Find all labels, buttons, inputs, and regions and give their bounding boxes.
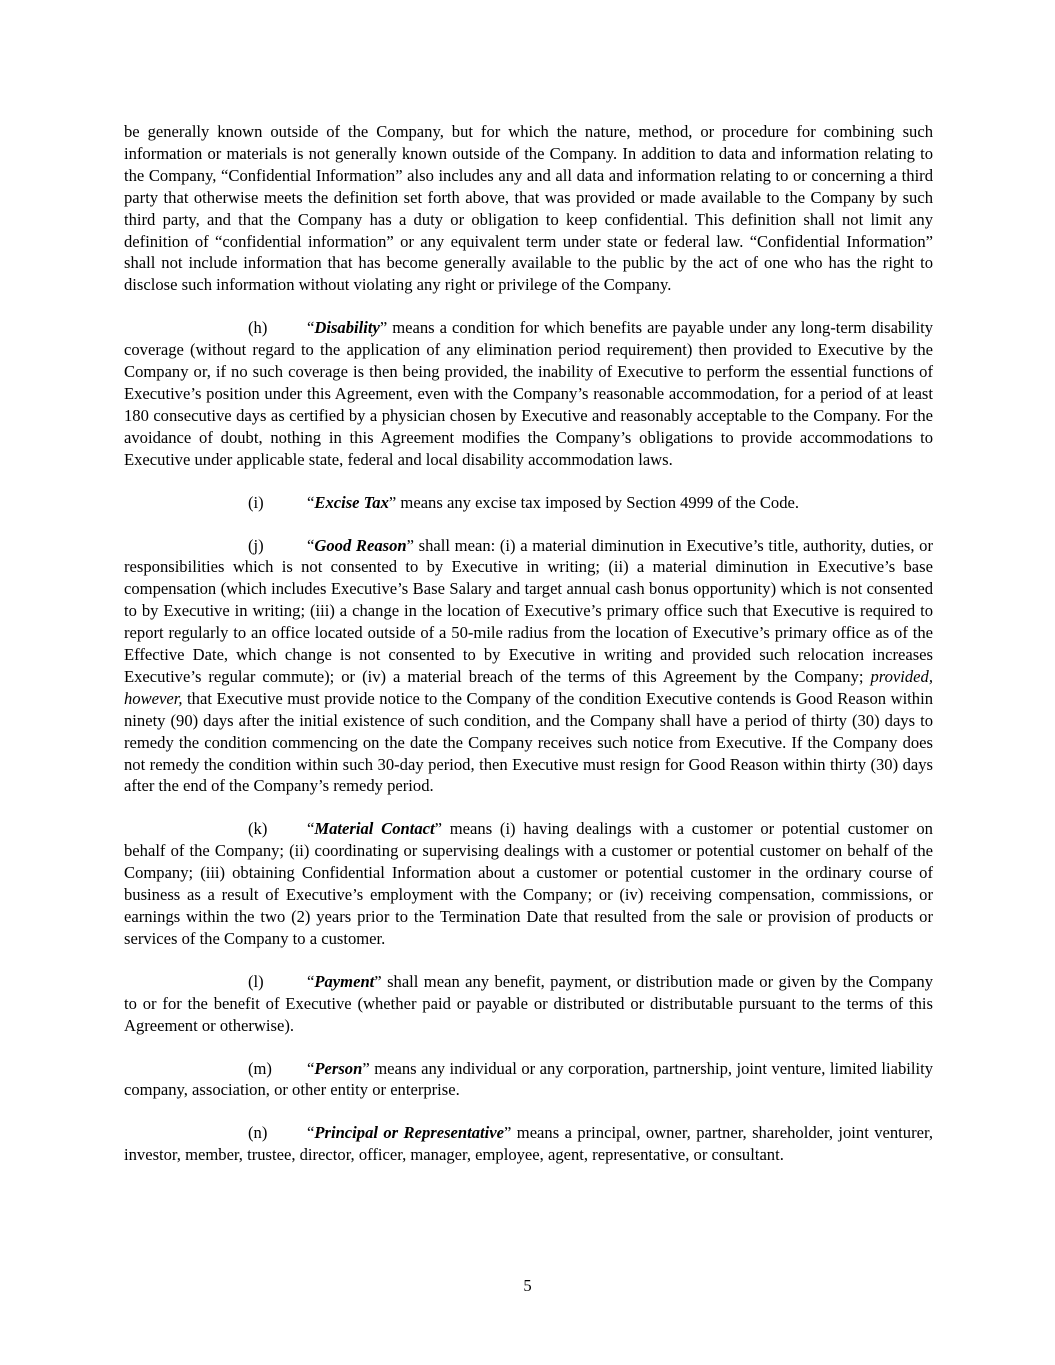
text-run: that Executive must provide notice to the Company of the condition Executive contends is Good Reason within ninety (90) days after the initial existence of such condition, and the Company shall have a period of thirty (30) days to remedy the condition commencing on the date the Company receives such notice from Executive. If the Company does not remedy the condition within such 30-day period, then Executive must resign for Good Reason within thirty (30) days after the end of the Company’s remedy period. (124, 688, 933, 796)
paragraph-label: (l) (248, 971, 264, 991)
defined-term: Principal or Representative (314, 1123, 505, 1143)
defined-term: Payment (314, 971, 375, 991)
text-run: “ (307, 971, 315, 991)
paragraph-label: (m) (248, 1058, 272, 1078)
definition-excise-tax (124, 492, 933, 514)
defined-term: Excise Tax (314, 492, 389, 512)
text-run: be generally known outside of the Company, but for which the nature, method, or procedure for combining such information or materials is not generally known outside of the Company. In addition to data and information relating to the Company, “Confidential Information” also includes any and all data and information relating to or concerning a third party that otherwise meets the definition set forth above, that was provided or made available to the Company by such third party, and that the Company has a duty or obligation to keep confidential. This definition shall not limit any definition of “confidential information” or any equivalent term under state or federal law. “Confidential Information” shall not include information that has become generally available to the public by the act of one who has the right to disclose such information without violating any right or privilege of the Company. (124, 122, 933, 295)
text-run: ” means any excise tax imposed by Section 4999 of the Code. (388, 492, 800, 512)
defined-term: Good Reason (314, 535, 407, 555)
paragraph-label: (h) (248, 318, 268, 338)
text-run: ” means a principal, owner, partner, shareholder, joint venturer, investor, member, trustee, director, officer, manager, employee, agent, representative, or consultant. (124, 1123, 933, 1165)
defined-term: Person (314, 1058, 363, 1078)
text-run: “ (307, 318, 315, 338)
paragraph-label: (j) (248, 535, 264, 555)
page-number: 5 (523, 1276, 532, 1295)
paragraph-label: (k) (248, 819, 268, 839)
text-run: ” shall mean any benefit, payment, or distribution made or given by the Company to or for the benefit of Executive (whether paid or payable or distributed or distributable pursuant to the terms of this Agreement or otherwise). (124, 971, 933, 1035)
text-run: ” means a condition for which benefits are payable under any long-term disability coverage (without regard to the application of any elimination period requirement) then provided to Executive by the Company or, if no such coverage is then being provided, the inability of Executive to perform the essential functions of Executive’s position under this Agreement, even with the Company’s reasonable accommodation, for a period of at least 180 consecutive days as certified by a physician chosen by Executive and reasonably acceptable to the Company. For the avoidance of doubt, nothing in this Agreement modifies the Company’s obligations to provide accommodations to Executive under applicable state, federal and local disability accommodation laws. (124, 318, 933, 469)
document-body (124, 121, 933, 1187)
defined-term: Material Contact (314, 819, 435, 839)
text-run: “ (307, 1123, 315, 1143)
text-run: “ (307, 1058, 315, 1078)
text-run: ” shall mean: (i) a material diminution in Executive’s title, authority, duties, or responsibilities which is not consented to by Executive in writing; (ii) a material diminution in Executive’s base compensation (which includes Executive’s Base Salary and target annual cash bonus opportunity) which is not consented to by Executive in writing; (iii) a change in the location of Executive’s primary office such that Executive is required to report regularly to an office located outside of a 50-mile radius from the location of Executive’s primary office as of the Effective Date, which change is not consented to by Executive in writing and provided such relocation increases Executive’s regular commute); or (iv) a material breach of the terms of this Agreement by the Company; (124, 535, 933, 686)
definition-payment (124, 971, 933, 1037)
text-run: ” means (i) having dealings with a customer or potential customer on behalf of the Company; (ii) coordinating or supervising dealings with a customer or potential customer on behalf of the Company; (iii) obtaining Confidential Information about a customer or potential customer in the ordinary course of business as a result of Executive’s employment with the Company; or (iv) receiving compensation, commissions, or earnings within the two (2) years prior to the Termination Date that resulted from the sale or provision of products or services of the Company to a customer. (124, 819, 933, 948)
text-run: “ (307, 492, 315, 512)
definition-material-contact (124, 818, 933, 949)
definition-person (124, 1058, 933, 1102)
text-run: “ (307, 819, 315, 839)
paragraph-label: (i) (248, 492, 264, 512)
text-run: ” means any individual or any corporation, partnership, joint venture, limited liability company, association, or other entity or enterprise. (124, 1058, 933, 1100)
text-run: “ (307, 535, 315, 555)
text-run: provided, however, (124, 666, 933, 708)
paragraph-label: (n) (248, 1123, 268, 1143)
defined-term: Disability (314, 318, 380, 338)
confidential-information-continuation (124, 121, 933, 296)
definition-disability (124, 317, 933, 470)
definition-principal-or-representative (124, 1122, 933, 1166)
definition-good-reason (124, 535, 933, 798)
